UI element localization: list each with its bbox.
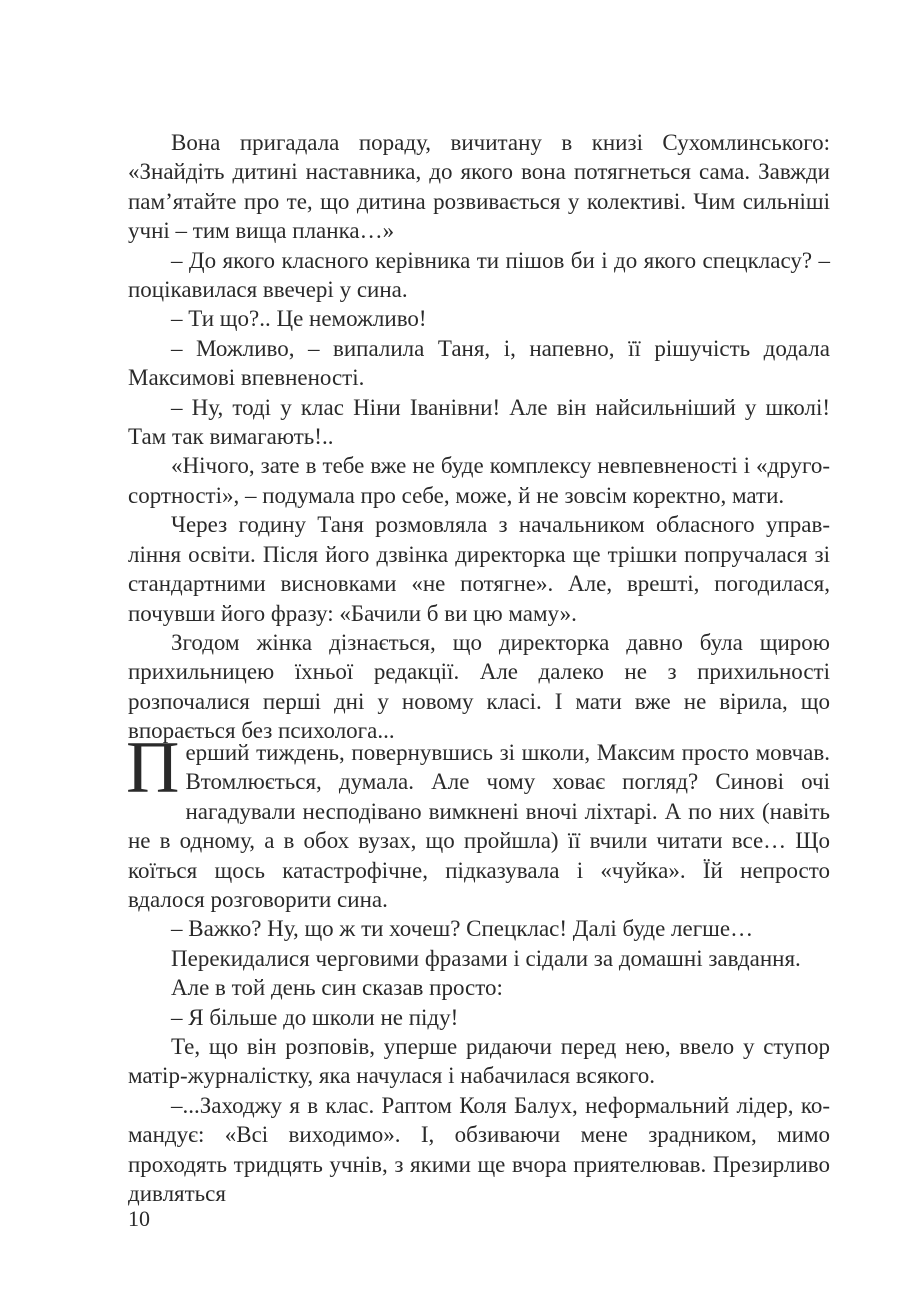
paragraph: Вона пригадала пораду, вичитану в книзі Сухомлинського: «Знайдіть дитині наставника, до якого вона потягнеться сама. Завжди пам’ятайте про те, що дитина розвивається у колективі. Чим сильніші учні – тим вища планка…» xyxy=(128,130,830,244)
paragraph: Те, що він розповів, уперше ридаючи перед нею, ввело у ступор матір-журналістку, яка начулася і набачилася всякого. xyxy=(128,1034,830,1089)
paragraph: – Ну, тоді у клас Ніни Іванівни! Але він найсильніший у школі! Там так вимагають!.. xyxy=(128,394,830,450)
paragraph: – Я більше до школи не піду! xyxy=(171,1004,459,1030)
paragraph: –...Заходжу я в клас. Раптом Коля Балух, неформальний лідер, командує: «Всі виходимо». І, обзиваючи мене зрадником, мимо проходять тридцять учнів, з якими ще вчора приятелював. Презирливо дивляться xyxy=(128,1092,830,1207)
paragraph: «Нічого, зате в тебе вже не буде комплексу невпевненості і «другосортності», – подумала про себе, може, й не зовсім коректно, мати. xyxy=(128,453,830,508)
paragraph-text: ерший тиждень, повернувшись зі школи, Максим просто мовчав. Втомлюється, думала. Але чому ховає погляд? Синові очі нагадували несподівано вимкнені вночі ліхтарі. А по них (навіть не в одному, а в обох вузах, що пройшла) її вчили читати все… Що коїться щось катастрофічне, підказувала і «чуйка». Їй непросто вдалося розговорити сина. xyxy=(128,740,830,913)
page-number: 10 xyxy=(128,1206,150,1231)
paragraph: – Ти що?.. Це неможливо! xyxy=(171,306,427,332)
text-section-2 xyxy=(126,727,830,1209)
drop-cap-letter: П xyxy=(126,727,180,809)
paragraph: Перекидалися черговими фразами і сідали за домашні завдання. xyxy=(171,945,801,971)
paragraph: Але в той день син сказав просто: xyxy=(171,975,503,1001)
paragraph: Через годину Таня розмовляла з начальником обласного управління освіти. Після його дзвінка директорка ще трішки попручалася зі стандартними висновками «не потягне». Але, врешті, погодилася, почувши його фразу: «Бачили б ви цю маму». xyxy=(128,512,830,626)
paragraph-with-dropcap xyxy=(126,727,830,914)
text-section-1 xyxy=(128,128,830,746)
paragraph: – До якого класного керівника ти пішов би і до якого спецкласу? – поцікавилася ввечері у сина. xyxy=(128,247,830,303)
paragraph: – Важко? Ну, що ж ти хочеш? Спецклас! Далі буде легше… xyxy=(171,916,754,942)
paragraph: – Можливо, – випалила Таня, і, напевно, її рішучість додала Максимові впевненості. xyxy=(128,335,830,391)
paragraph: Згодом жінка дізнається, що директорка давно була щирою прихильницею їхньої редакції. Але далеко не з прихильності розпочалися перші дні у новому класі. І мати вже не вірила, що впорається без психолога... xyxy=(128,629,830,744)
